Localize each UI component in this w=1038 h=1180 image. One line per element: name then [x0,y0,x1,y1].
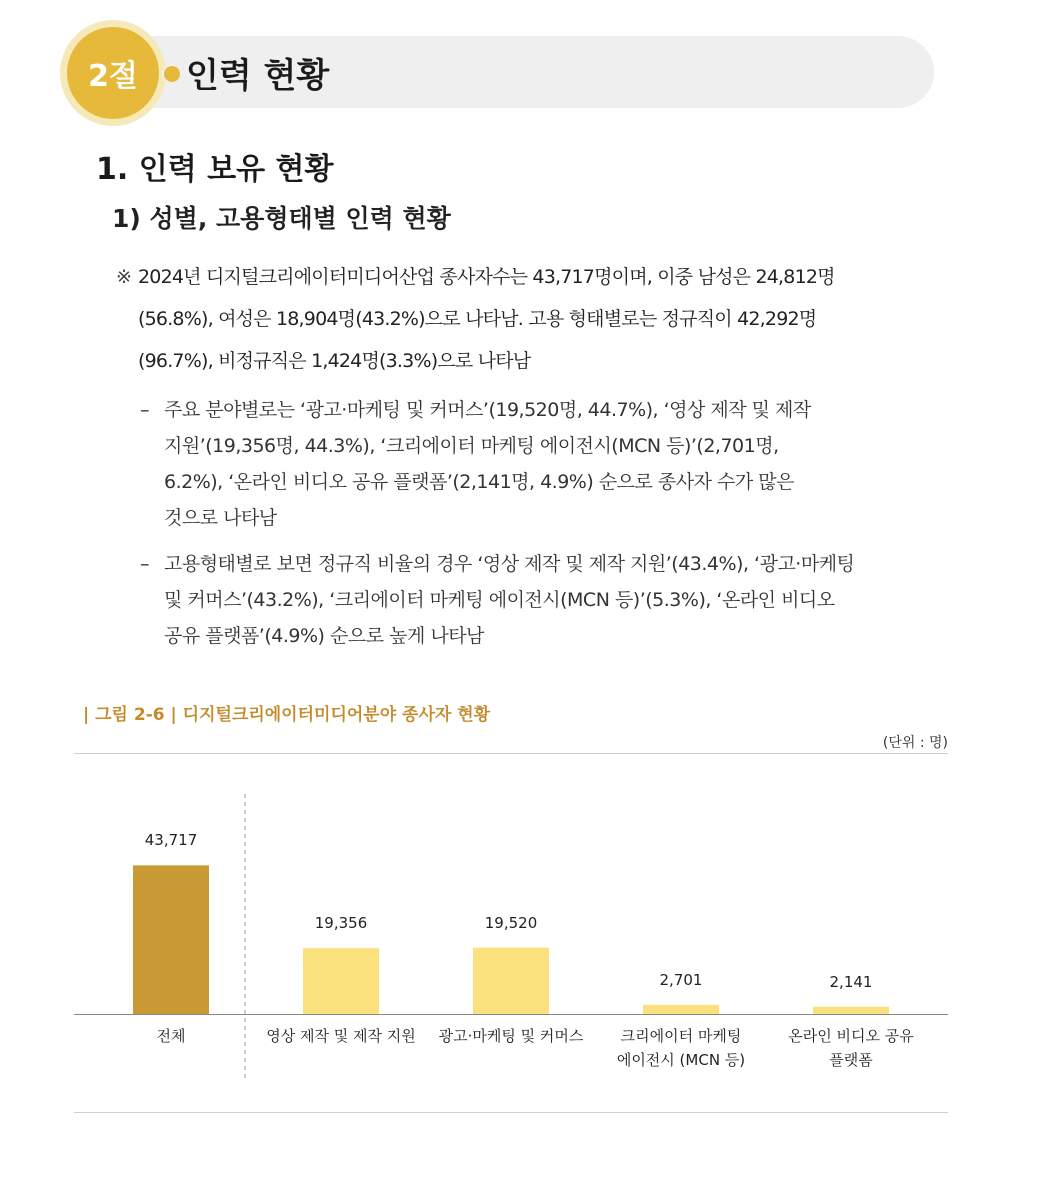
badge-dot-icon [162,64,182,84]
dash-icon: – [140,399,149,421]
value-label: 19,356 [314,914,368,933]
bullet-2-line-1: 고용형태별로 보면 정규직 비율의 경우 ‘영상 제작 및 제작 지원’(43.4%), ‘광고·마케팅 [164,553,855,575]
category-label [426,1024,596,1048]
bullet-1-line-1: 주요 분야별로는 ‘광고·마케팅 및 커머스’(19,520명, 44.7%), ‘영상 제작 및 제작 [164,399,811,421]
bar-0 [133,865,209,1014]
note-line-1: 2024년 디지털크리에이터미디어산업 종사자수는 43,717명이며, 이중 남성은 24,812명 [138,266,835,288]
category-label [86,1024,256,1048]
category-label [596,1024,766,1072]
category-label-line: 온라인 비디오 공유 [788,1027,914,1045]
summary-note [116,256,926,382]
value-label: 2,701 [659,970,703,989]
value-label: 43,717 [144,831,198,850]
figure-title: | 그림 2-6 | 디지털크리에이터미디어분야 종사자 현황 [83,705,491,725]
category-label [766,1024,936,1072]
figure-bottom-rule [74,1112,948,1113]
bullet-2 [140,546,926,654]
dash-icon: – [140,553,149,575]
value-label: 19,520 [484,913,538,932]
heading-1: 1. 인력 보유 현황 [96,152,334,187]
section-title: 인력 현황 [186,56,330,96]
category-label-line: 에이전시 (MCN 등) [616,1051,746,1069]
note-line-3: (96.7%), 비정규직은 1,424명(3.3%)으로 나타남 [138,350,531,372]
category-label-line: 플랫폼 [829,1051,873,1069]
category-label-line: 크리에이터 마케팅 [620,1027,742,1045]
category-label-line: 전체 [156,1027,186,1045]
category-label-line: 영상 제작 및 제작 지원 [266,1027,416,1045]
bar-1 [303,948,379,1014]
bullet-2-line-3: 공유 플랫폼’(4.9%) 순으로 높게 나타남 [164,625,484,647]
section-badge: 2절 [67,27,159,119]
figure-top-rule [74,753,948,754]
bullet-2-line-2: 및 커머스’(43.2%), ‘크리에이터 마케팅 에이전시(MCN 등)’(5.3%), ‘온라인 비디오 [164,589,835,611]
category-label [256,1024,426,1048]
value-label: 2,141 [829,972,873,991]
category-label-line: 광고·마케팅 및 커머스 [438,1027,584,1045]
figure-unit: (단위 : 명) [882,735,948,751]
note-line-2: (56.8%), 여성은 18,904명(43.2%)으로 나타남. 고용 형태별로는 정규직이 42,292명 [138,308,817,330]
bullet-1 [140,392,926,536]
bullet-1-line-3: 6.2%), ‘온라인 비디오 공유 플랫폼’(2,141명, 4.9%) 순으로 종사자 수가 많은 [164,471,794,493]
asterisk-icon: ※ [116,266,132,288]
bullet-1-line-2: 지원’(19,356명, 44.3%), ‘크리에이터 마케팅 에이전시(MCN 등)’(2,701명, [164,435,779,457]
bullet-1-line-4: 것으로 나타남 [164,507,277,529]
heading-2: 1) 성별, 고용형태별 인력 현황 [112,204,451,233]
bar-2 [473,948,549,1014]
bar-4 [813,1007,889,1014]
bar-3 [643,1005,719,1014]
